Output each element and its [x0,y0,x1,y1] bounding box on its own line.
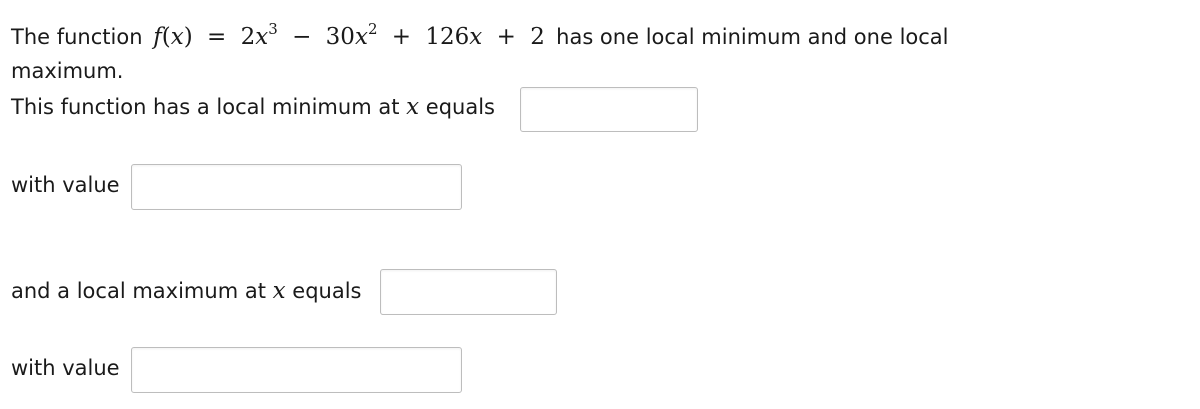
local-min-value-label: with value [11,173,120,197]
problem-statement-line-1 [11,20,949,51]
local-max-value-label: with value [11,356,120,380]
local-min-value-input[interactable] [131,164,462,210]
local-max-x-input[interactable] [380,269,557,315]
local-max-value-input[interactable] [131,347,462,393]
intro-text: The function [11,25,143,49]
intro-tail: has one local minimum and one local [556,25,949,49]
local-max-prompt: and a local maximum at x equals [11,278,362,304]
problem-statement-line-2: maximum. [11,59,124,83]
function-expression: $f(x) = 2x^3 - 30x^2 + 126x + 2$ [153,20,545,50]
local-min-prompt: This function has a local minimum at x equals [11,94,496,120]
local-min-x-input[interactable] [520,87,698,132]
